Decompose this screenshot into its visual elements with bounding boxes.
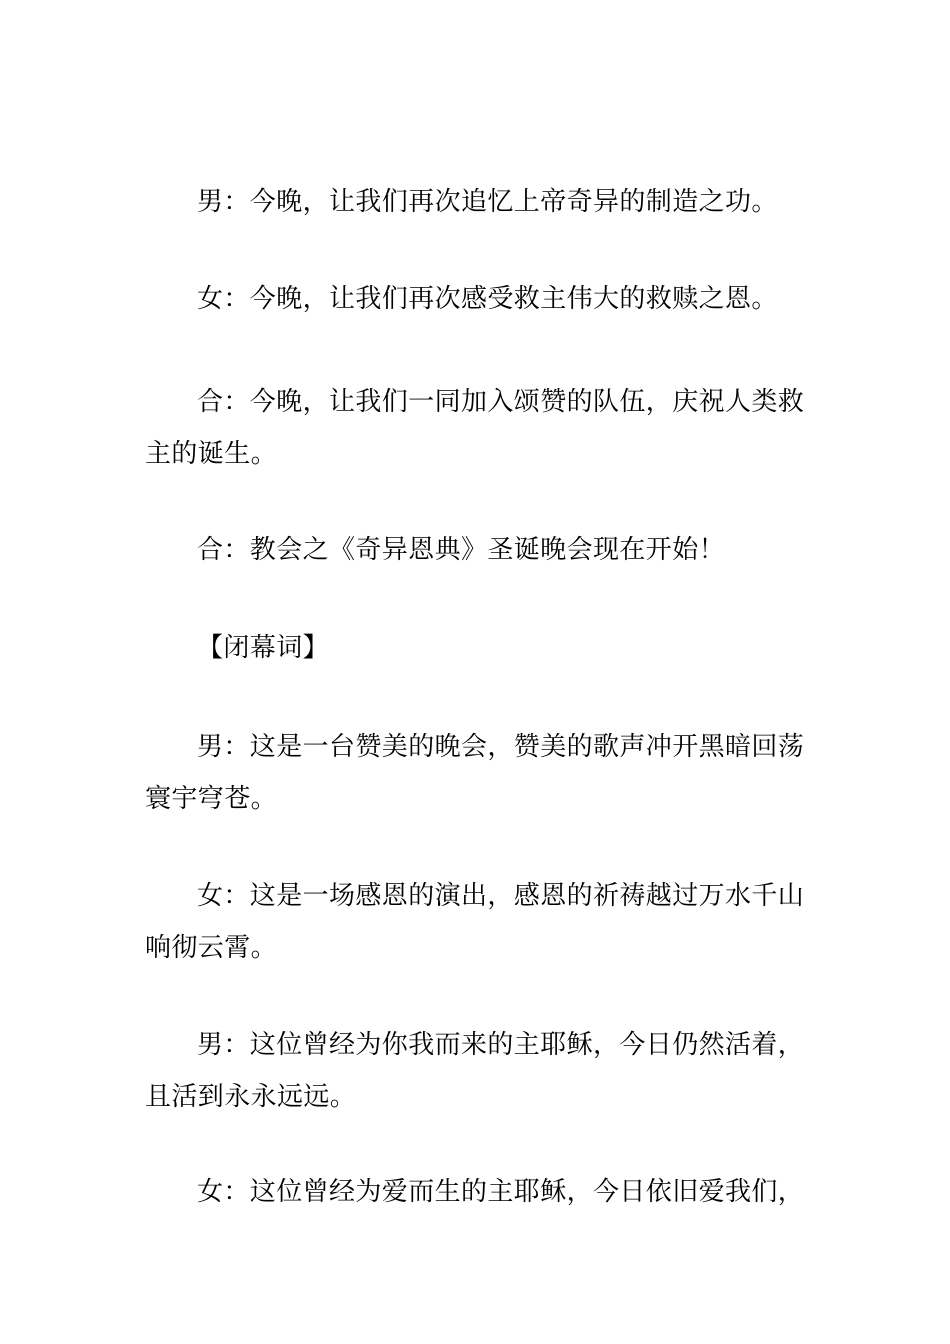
paragraph-male-3: 男：这位曾经为你我而来的主耶稣，今日仍然活着，且活到永永远远。 [145,1030,805,1112]
paragraph-together-1: 合：今晚，让我们一同加入颂赞的队伍，庆祝人类救主的诞生。 [145,387,805,469]
paragraph-female-2: 女：这是一场感恩的演出，感恩的祈祷越过万水千山响彻云霄。 [145,881,805,963]
section-heading-closing: 【闭幕词】 [197,633,330,663]
paragraph-male-1: 男：今晚，让我们再次追忆上帝奇异的制造之功。 [197,187,778,217]
paragraph-male-2: 男：这是一台赞美的晚会，赞美的歌声冲开黑暗回荡寰宇穹苍。 [145,732,805,814]
paragraph-female-1: 女：今晚，让我们再次感受救主伟大的救赎之恩。 [197,284,778,314]
paragraph-female-3: 女：这位曾经为爱而生的主耶稣，今日依旧爱我们， [197,1177,805,1207]
paragraph-together-2: 合：教会之《奇异恩典》圣诞晚会现在开始！ [197,535,726,565]
